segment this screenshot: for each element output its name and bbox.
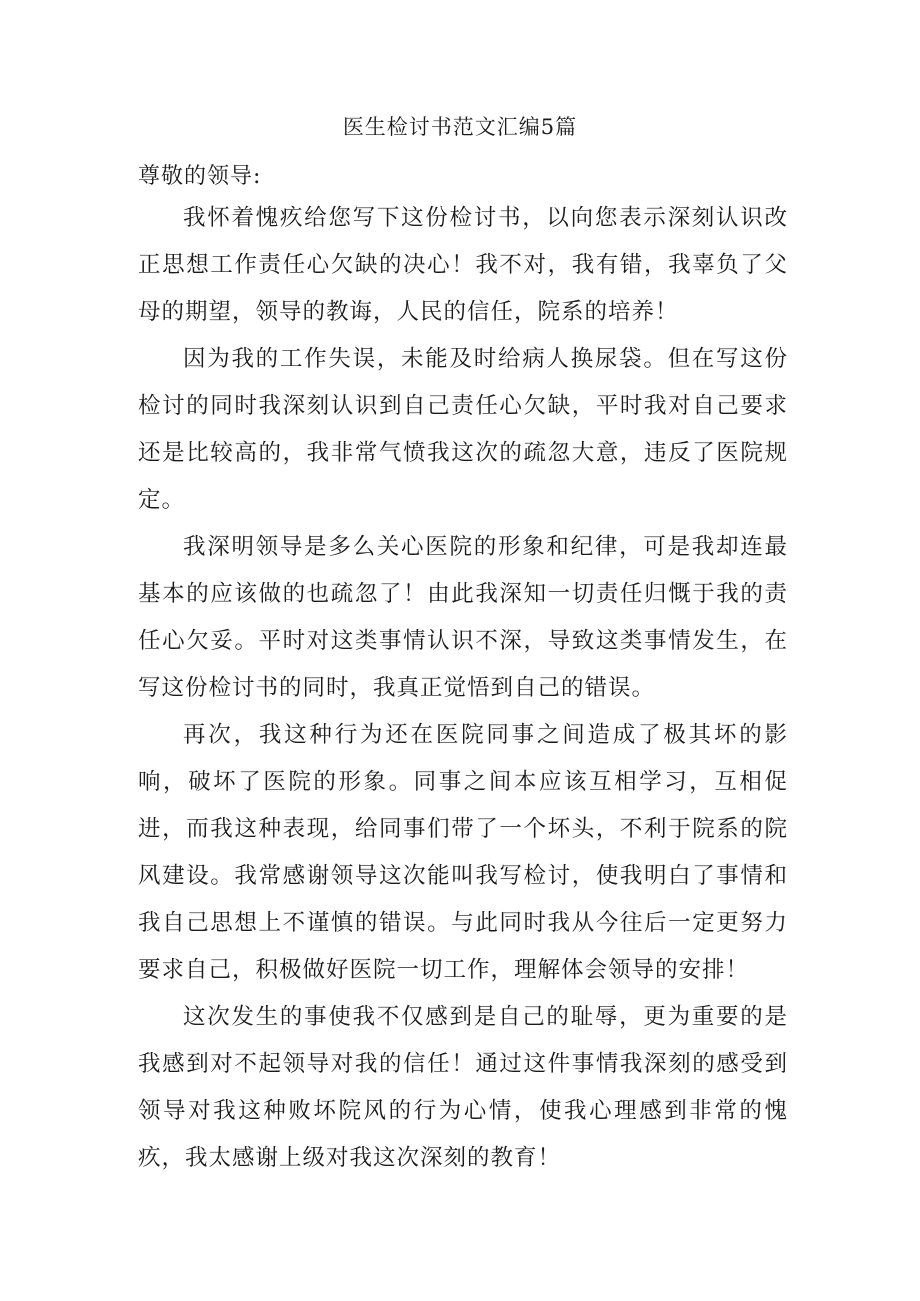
paragraph-4: 再次，我这种行为还在医院同事之间造成了极其坏的影响，破坏了医院的形象。同事之间本应该互相学习，互相促进，而我这种表现，给同事们带了一个坏头，不利于院系的院风建设。我常感谢领导这次能叫我写检讨，使我明白了事情和我自己思想上不谨慎的错误。与此同时我从今往后一定更努力要求自己，积极做好医院一切工作，理解体会领导的安排！ [138,722,788,983]
paragraph-1: 我怀着愧疚给您写下这份检讨书，以向您表示深刻认识改正思想工作责任心欠缺的决心！我不对，我有错，我辜负了父母的期望，领导的教诲，人民的信任，院系的培养！ [138,205,788,325]
paragraph-3: 我深明领导是多么关心医院的形象和纪律，可是我却连最基本的应该做的也疏忽了！由此我深知一切责任归慨于我的责任心欠妥。平时对这类事情认识不深，导致这类事情发生，在写这份检讨书的同时，我真正觉悟到自己的错误。 [138,534,788,701]
paragraph-5: 这次发生的事使我不仅感到是自己的耻辱，更为重要的是我感到对不起领导对我的信任！通过这件事情我深刻的感受到领导对我这种败坏院风的行为心情，使我心理感到非常的愧疚，我太感谢上级对我这次深刻的教育！ [138,1004,788,1171]
document-title: 医生检讨书范文汇编5篇 [342,115,578,139]
paragraph-2: 因为我的工作失误，未能及时给病人换尿袋。但在写这份检讨的同时我深刻认识到自己责任心欠缺，平时我对自己要求还是比较高的，我非常气愤我这次的疏忽大意，违反了医院规定。 [138,346,788,513]
salutation: 尊敬的领导: [138,164,262,189]
document-body [138,195,788,1182]
